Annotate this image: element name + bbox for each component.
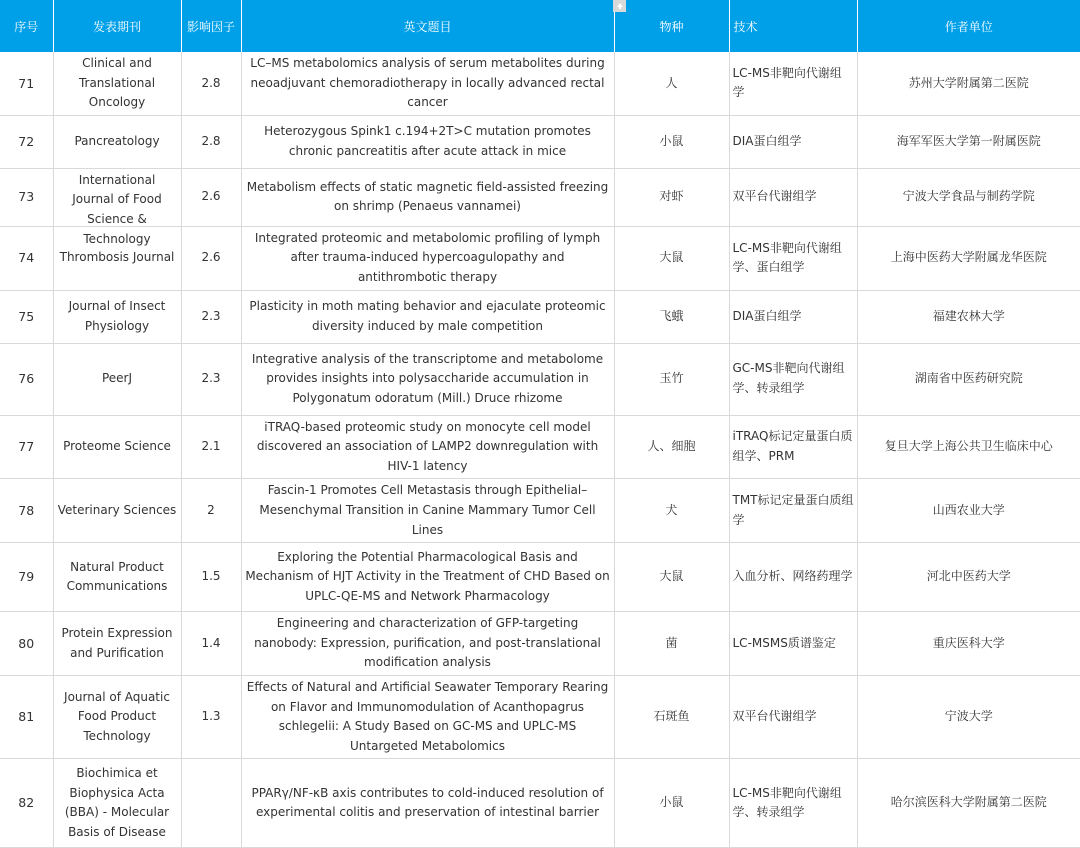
cell-index: 76 [0, 343, 53, 415]
table-row [0, 415, 1080, 479]
cell-title: Engineering and characterization of GFP-targeting nanobody: Expression, purification, and post-translational modification analysis [241, 612, 614, 676]
cell-title: Fascin-1 Promotes Cell Metastasis through Epithelial–Mesenchymal Transition in Canine Mammary Tumor Cell Lines [241, 479, 614, 543]
cell-index: 80 [0, 612, 53, 676]
cell-index: 71 [0, 52, 53, 115]
cell-impact-factor: 2.8 [181, 52, 241, 115]
cell-index: 74 [0, 226, 53, 290]
table-row [0, 759, 1080, 848]
cell-impact-factor: 2.3 [181, 343, 241, 415]
cell-index: 78 [0, 479, 53, 543]
cell-title: Exploring the Potential Pharmacological Basis and Mechanism of HJT Activity in the Treatment of CHD Based on UPLC-QE-MS and Network Pharmacology [241, 543, 614, 612]
cell-index: 75 [0, 290, 53, 343]
header-title: 英文题目 [241, 0, 614, 52]
cell-institution: 湖南省中医药研究院 [857, 343, 1080, 415]
cell-technique: iTRAQ标记定量蛋白质组学、PRM [729, 415, 857, 479]
cell-species: 人 [614, 52, 729, 115]
cell-journal [53, 168, 181, 246]
cell-title: Integrative analysis of the transcriptome and metabolome provides insights into polysaccharide accumulation in Polygonatum odoratum (Mill.) Druce rhizome [241, 343, 614, 415]
cell-journal: Journal of Aquatic Food Product Technology [53, 675, 181, 758]
cell-index: 77 [0, 415, 53, 479]
table-row [0, 290, 1080, 343]
header-technique: 技术 [729, 0, 857, 52]
scroll-up-indicator[interactable] [613, 0, 626, 12]
cell-index: 82 [0, 759, 53, 848]
cell-technique: DIA蛋白组学 [729, 290, 857, 343]
cell-title: LC–MS metabolomics analysis of serum metabolites during neoadjuvant chemoradiotherapy in locally advanced rectal cancer [241, 52, 614, 115]
cell-species: 石斑鱼 [614, 675, 729, 758]
table-row [0, 343, 1080, 415]
cell-impact-factor: 2.6 [181, 226, 241, 290]
header-species: 物种 [614, 0, 729, 52]
cell-species: 人、细胞 [614, 415, 729, 479]
cell-impact-factor: 1.5 [181, 543, 241, 612]
table-row [0, 52, 1080, 115]
cell-institution: 上海中医药大学附属龙华医院 [857, 226, 1080, 290]
arrow-up-icon [616, 2, 624, 10]
cell-technique: 双平台代谢组学 [729, 168, 857, 226]
cell-title: Effects of Natural and Artificial Seawater Temporary Rearing on Flavor and Immunomodulation of Acanthopagrus schlegelii: A Study Based on GC-MS and UPLC-MS Untargeted Metabolomics [241, 675, 614, 758]
cell-species: 大鼠 [614, 226, 729, 290]
cell-technique: LC-MS非靶向代谢组学、转录组学 [729, 759, 857, 848]
cell-title: Integrated proteomic and metabolomic profiling of lymph after trauma-induced hypercoagulopathy and antithrombotic therapy [241, 226, 614, 290]
cell-technique: 双平台代谢组学 [729, 675, 857, 758]
table-header-row [0, 0, 1080, 52]
cell-institution: 山西农业大学 [857, 479, 1080, 543]
cell-species: 对虾 [614, 168, 729, 226]
header-index: 序号 [0, 0, 53, 52]
cell-impact-factor: 2.1 [181, 415, 241, 479]
cell-title: Plasticity in moth mating behavior and ejaculate proteomic diversity induced by male competition [241, 290, 614, 343]
cell-species: 玉竹 [614, 343, 729, 415]
cell-impact-factor: 2.3 [181, 290, 241, 343]
cell-title: PPARγ/NF-κB axis contributes to cold-induced resolution of experimental colitis and preservation of intestinal barrier [241, 759, 614, 848]
cell-species: 小鼠 [614, 759, 729, 848]
cell-journal: Journal of Insect Physiology [53, 290, 181, 343]
cell-technique: TMT标记定量蛋白质组学 [729, 479, 857, 543]
table-row [0, 543, 1080, 612]
cell-index: 81 [0, 675, 53, 758]
header-institution: 作者单位 [857, 0, 1080, 52]
table-row [0, 612, 1080, 676]
cell-institution: 重庆医科大学 [857, 612, 1080, 676]
cell-journal: Proteome Science [53, 415, 181, 479]
cell-technique: GC-MS非靶向代谢组学、转录组学 [729, 343, 857, 415]
cell-impact-factor: 2.8 [181, 115, 241, 168]
cell-index: 72 [0, 115, 53, 168]
cell-journal: Thrombosis Journal [53, 226, 181, 290]
cell-species: 大鼠 [614, 543, 729, 612]
cell-technique: DIA蛋白组学 [729, 115, 857, 168]
cell-technique: LC-MS非靶向代谢组学、蛋白组学 [729, 226, 857, 290]
table-row [0, 479, 1080, 543]
table-row [0, 115, 1080, 168]
cell-technique: 入血分析、网络药理学 [729, 543, 857, 612]
header-impact-factor: 影响因子 [181, 0, 241, 52]
table-row [0, 675, 1080, 758]
cell-journal: Clinical and Translational Oncology [53, 52, 181, 115]
cell-institution: 哈尔滨医科大学附属第二医院 [857, 759, 1080, 848]
table-row [0, 226, 1080, 290]
cell-institution: 福建农林大学 [857, 290, 1080, 343]
journal-clip: International Journal of Food Science & Technology [72, 172, 162, 246]
cell-impact-factor: 1.4 [181, 612, 241, 676]
cell-institution: 复旦大学上海公共卫生临床中心 [857, 415, 1080, 479]
cell-journal: Biochimica et Biophysica Acta (BBA) - Molecular Basis of Disease [53, 759, 181, 848]
cell-species: 飞蛾 [614, 290, 729, 343]
cell-institution: 海军军医大学第一附属医院 [857, 115, 1080, 168]
cell-impact-factor [181, 759, 241, 848]
cell-title: iTRAQ-based proteomic study on monocyte cell model discovered an association of LAMP2 downregulation with HIV-1 latency [241, 415, 614, 479]
table-row [0, 168, 1080, 226]
cell-journal: Veterinary Sciences [53, 479, 181, 543]
cell-title: Heterozygous Spink1 c.194+2T>C mutation promotes chronic pancreatitis after acute attack in mice [241, 115, 614, 168]
cell-journal: PeerJ [53, 343, 181, 415]
cell-title: Metabolism effects of static magnetic field-assisted freezing on shrimp (Penaeus vannamei) [241, 168, 614, 226]
cell-impact-factor: 2 [181, 479, 241, 543]
cell-impact-factor: 1.3 [181, 675, 241, 758]
cell-species: 小鼠 [614, 115, 729, 168]
cell-technique: LC-MSMS质谱鉴定 [729, 612, 857, 676]
cell-journal: Protein Expression and Purification [53, 612, 181, 676]
cell-institution: 宁波大学 [857, 675, 1080, 758]
cell-impact-factor: 2.6 [181, 168, 241, 226]
cell-index: 79 [0, 543, 53, 612]
cell-species: 菌 [614, 612, 729, 676]
cell-index: 73 [0, 168, 53, 226]
cell-institution: 河北中医药大学 [857, 543, 1080, 612]
cell-species: 犬 [614, 479, 729, 543]
cell-institution: 宁波大学食品与制药学院 [857, 168, 1080, 226]
cell-journal: Natural Product Communications [53, 543, 181, 612]
cell-technique: LC-MS非靶向代谢组学 [729, 52, 857, 115]
header-journal: 发表期刊 [53, 0, 181, 52]
cell-journal: Pancreatology [53, 115, 181, 168]
cell-institution: 苏州大学附属第二医院 [857, 52, 1080, 115]
